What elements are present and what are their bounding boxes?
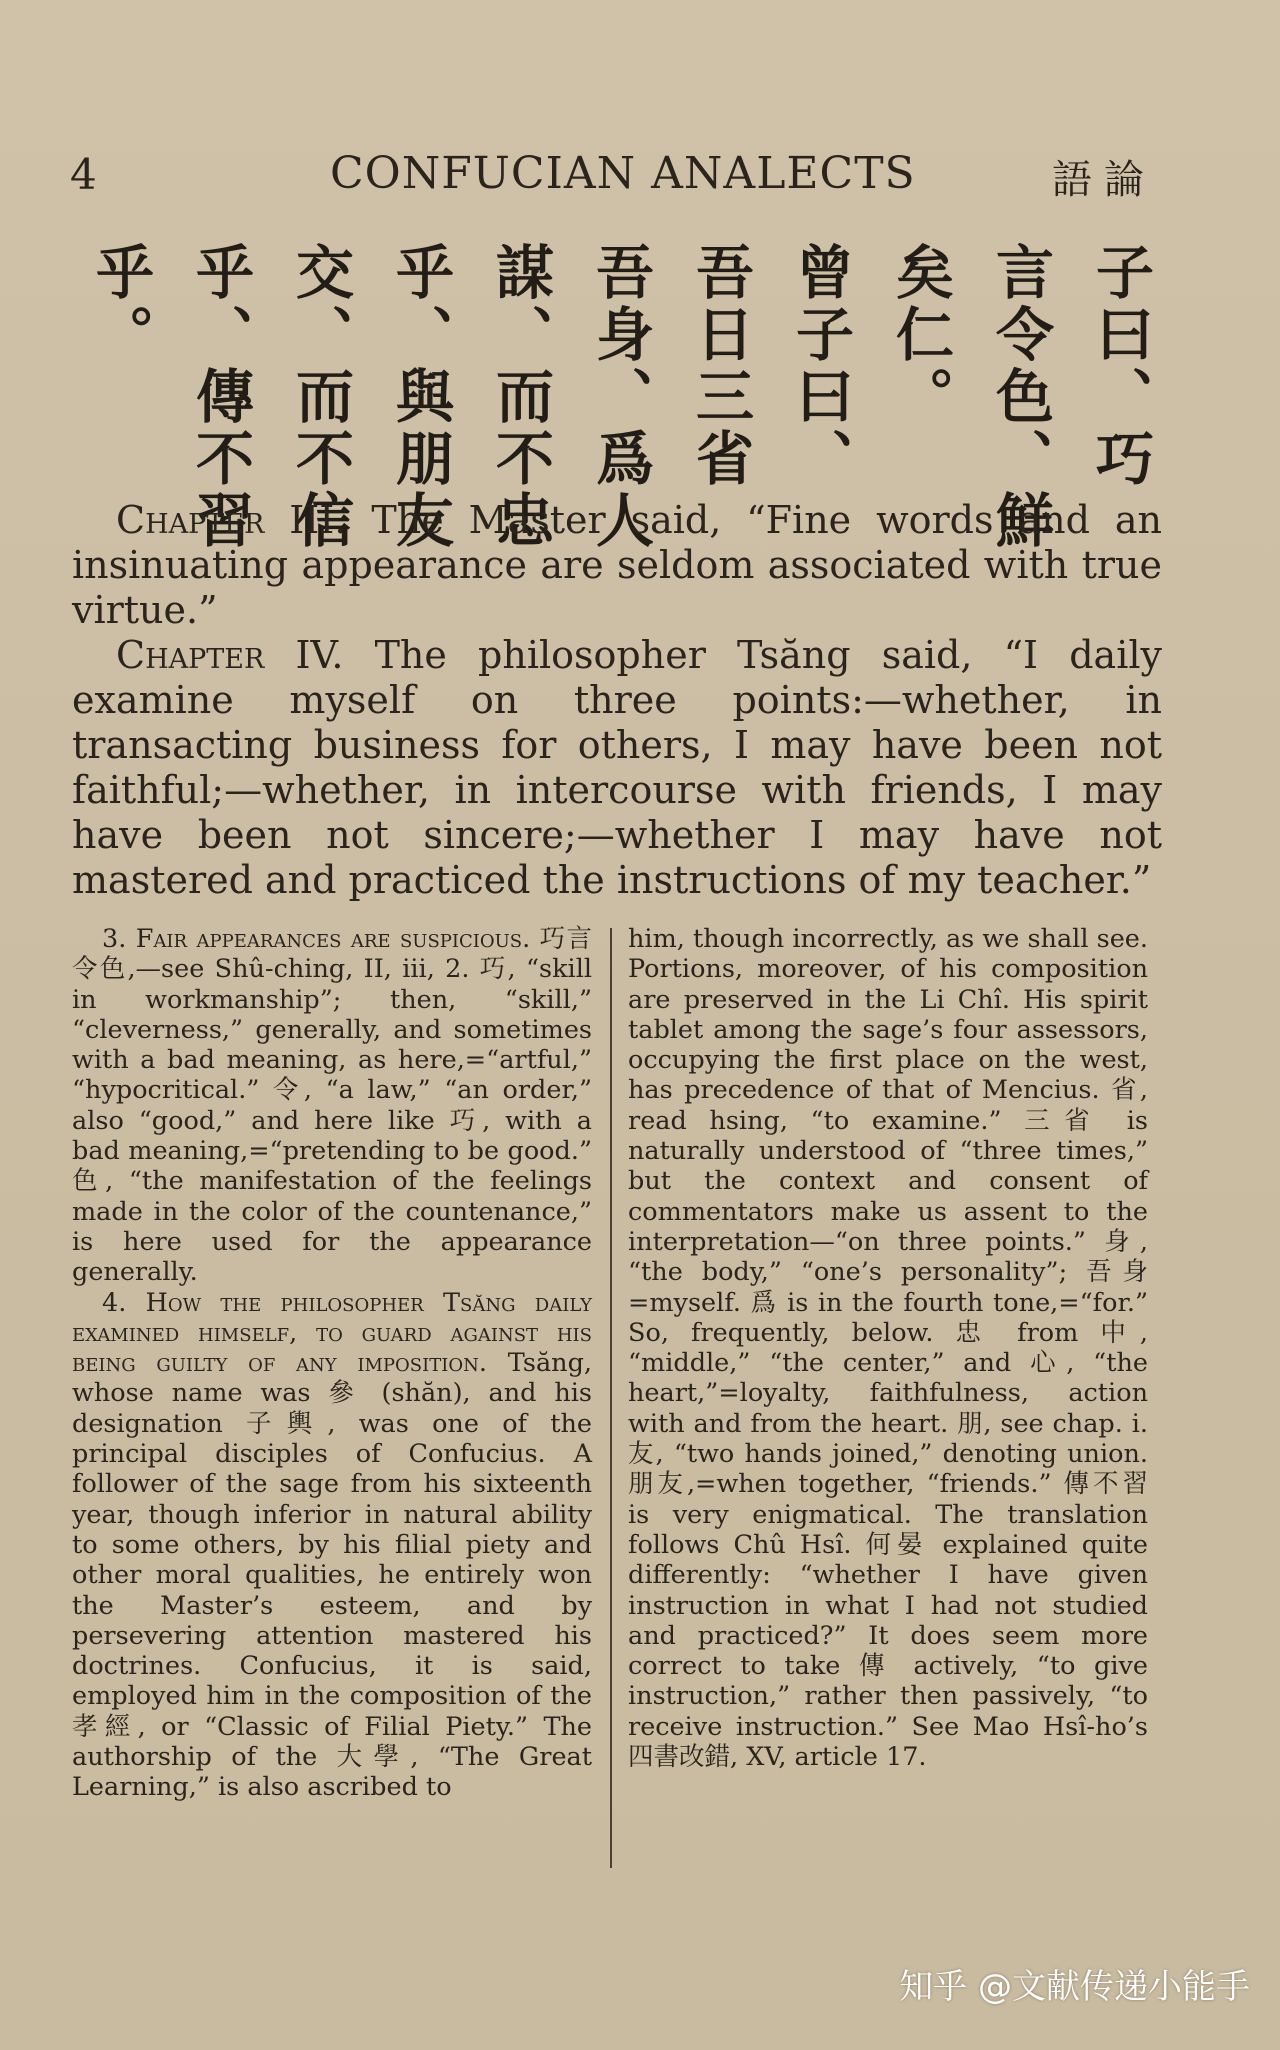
chinese-column: 乎、與朋友 <box>386 242 454 552</box>
chinese-column: 曾子曰、 <box>786 242 854 490</box>
chinese-column: 子曰、巧 <box>1086 242 1154 490</box>
chapter-3 <box>72 498 1162 633</box>
note-3-heading: 3. Fair appearances are suspicious. <box>102 924 531 954</box>
notes-left-column <box>72 924 610 1864</box>
chinese-column: 交、而不信 <box>286 242 354 552</box>
notes-right-column <box>628 924 1148 1864</box>
note-4 <box>72 1288 592 1803</box>
chinese-column: 乎、傳不習 <box>186 242 254 552</box>
translation-text <box>72 498 1162 903</box>
chinese-running-title: 語論 <box>1052 157 1156 203</box>
chinese-column: 吾日三省 <box>686 242 754 490</box>
chinese-column: 吾身、爲人 <box>586 242 654 552</box>
note-3 <box>72 924 592 1288</box>
column-divider <box>610 928 612 1868</box>
note-4-text: Tsăng, whose name was 參 (shăn), and his designation 子輿, was one of the principal disciples of Confucius. A follower of the sage from his sixteenth year, though inferior in natural ability to some others, by his filial piety and other moral qualities, he entirely won the Master’s esteem, and by persevering attention mastered his doctrines. Confucius, it is said, employed him in the composition of the 孝經, or “Classic of Filial Piety.” The authorship of the 大學, “The Great Learning,” is also ascribed to <box>72 1348 592 1803</box>
chapter-4-label: Chapter IV. <box>116 633 344 677</box>
running-title: CONFUCIAN ANALECTS <box>330 148 916 199</box>
chapter-4-text: The philosopher Tsăng said, “I daily examine myself on three points:—whether, in transacting business for others, I may have been not faithful;—whether, in intercourse with friends, I may have been not sincere;—whether I may have not mastered and practiced the instructions of my teacher.” <box>72 633 1162 902</box>
watermark: 知乎 @文献传递小能手 <box>899 1967 1250 2007</box>
note-4-continued: him, though incorrectly, as we shall see. Portions, moreover, of his composition are preserved in the Li Chî. His spirit tablet among the sage’s four assessors, occupying the first place on the west, has precedence of that of Mencius. 省, read hsing, “to examine.” 三省 is naturally understood of “three times,” but the context and consent of commentators make us assent to the interpretation—“on three points.” 身, “the body,” “one’s personality”; 吾身=myself. 爲 is in the fourth tone,=“for.” So, frequently, below. 忠 from 中, “middle,” “the center,” and 心, “the heart,”=loyalty, faithfulness, action with and from the heart. 朋, see chap. i. 友, “two hands joined,” denoting union. 朋友,=when together, “friends.” 傳不習 is very enigmatical. The translation follows Chû Hsî. 何晏 explained quite differently: “whether I have given instruction in what I had not studied and practiced?” It does seem more correct to take 傳 actively, “to give instruction,” rather then passively, “to receive instruction.” See Mao Hsî-ho’s 四書改錯, XV, article 17. <box>628 924 1148 1773</box>
chapter-3-label: Chapter III. <box>116 498 347 542</box>
note-3-text: 巧言令色,—see Shû-ching, II, iii, 2. 巧, “skill in workmanship”; then, “skill,” “cleverness,” generally, and sometimes with a bad meaning, as here,=“artful,” “hypocritical.” 令, “a law,” “an order,” also “good,” and here like 巧, with a bad meaning,=“pretending to be good.” 色, “the manifestation of the feelings made in the color of the countenance,” is here used for the appearance generally. <box>72 924 592 1288</box>
chinese-column: 矣仁。 <box>886 242 954 428</box>
note-4-heading: 4. How the philosopher Tsăng daily examined himself, to guard against his being guilty of any imposition. <box>72 1287 592 1379</box>
chinese-column: 謀、而不忠 <box>486 242 554 552</box>
chapter-3-text: The Master said, “Fine words and an insinuating appearance are seldom associated with true virtue.” <box>72 498 1162 632</box>
chinese-column: 乎。 <box>86 242 154 366</box>
page-number: 4 <box>70 150 97 199</box>
footnotes <box>72 924 1160 1864</box>
chapter-4 <box>72 633 1162 903</box>
chinese-column: 言令色、鮮 <box>986 242 1054 552</box>
